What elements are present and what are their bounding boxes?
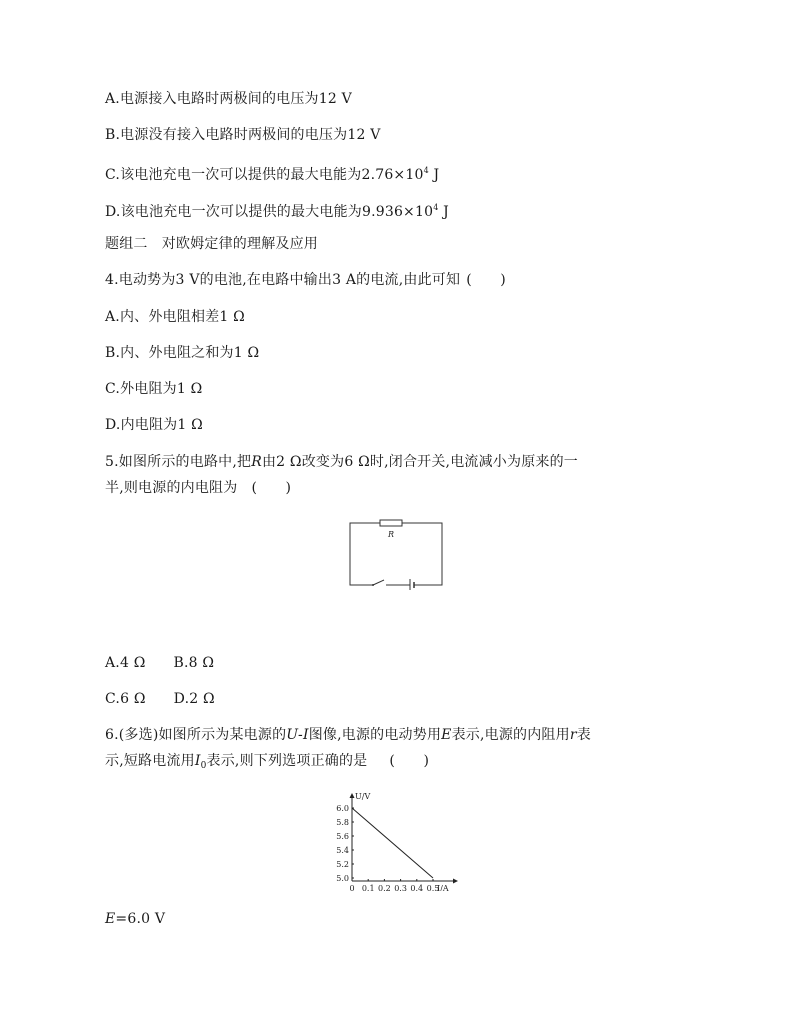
- q6-stem-text-1c: 表示,电源的内阻用: [451, 727, 570, 743]
- q5-option-d: D.2 Ω: [173, 691, 215, 707]
- q4-stem: [105, 271, 506, 289]
- q5-options-row1: [105, 654, 214, 672]
- x-tick-label: 0.3: [394, 884, 407, 891]
- x-tick-label: 0.1: [361, 884, 375, 891]
- q3-option-b: B.电源没有接入电路时两极间的电压为12 V: [105, 127, 381, 143]
- q5-answer-paren: ( ): [251, 480, 292, 496]
- q6-stem-text-1a: 6.(多选)如图所示为某电源的: [105, 727, 287, 743]
- q6-stem-var-ui: U-I: [286, 727, 309, 743]
- q5-options-row2: [105, 690, 215, 708]
- q6-stem-var-i-subscript: 0: [200, 761, 207, 771]
- q4-option-c: C.外电阻为1 Ω: [105, 381, 203, 397]
- q3-option-a: A.电源接入电路时两极间的电压为12 V: [105, 91, 352, 107]
- q6-stem-var-e: E: [441, 727, 452, 743]
- q6-stem-text-2b: 表示,则下列选项正确的是: [206, 753, 368, 769]
- x-tick-label: 0.5: [426, 884, 440, 891]
- q6-stem-text-2a: 示,短路电流用: [105, 753, 195, 769]
- resistor-r: [380, 520, 402, 526]
- q6-stem-text-1d: 表: [576, 727, 591, 743]
- q5-stem-line2: [105, 479, 291, 497]
- origin-tick-label: 0: [349, 884, 355, 891]
- q4-answer-paren: ( ): [466, 272, 506, 288]
- q4-stem-text: 4.电动势为3 V的电池,在电路中输出3 A的电流,由此可知: [105, 272, 461, 288]
- y-tick-group: [336, 804, 354, 883]
- q6-stem-text-1b: 图像,电源的电动势用: [308, 727, 442, 743]
- q6-answer-paren: ( ): [389, 753, 430, 769]
- q5-stem-text-1a: 5.如图所示的电路中,把: [105, 454, 252, 470]
- q5-option-b: B.8 Ω: [173, 655, 215, 671]
- y-axis-arrow: [350, 793, 355, 798]
- q3-option-d: [105, 199, 449, 221]
- q5-option-a: A.4 Ω: [105, 655, 146, 671]
- circuit-diagram: [346, 516, 446, 590]
- q3-option-d-text: D.该电池充电一次可以提供的最大电能为9.936×10: [105, 204, 434, 220]
- q3-option-c: [105, 162, 439, 184]
- x-tick-label: 0.2: [378, 884, 391, 891]
- q6-stem-line1: [105, 726, 591, 744]
- q3-option-c-text: C.该电池充电一次可以提供的最大电能为2.76×10: [105, 167, 424, 183]
- section-title: 题组二 对欧姆定律的理解及应用: [105, 236, 318, 252]
- circuit-wire-top: [350, 523, 380, 585]
- q5-stem-text-2: 半,则电源的内电阻为: [105, 480, 238, 496]
- q6-option-a-text: =6.0 V: [115, 911, 166, 927]
- q6-option-a-var: E: [105, 911, 116, 927]
- q6-stem-var-r: r: [569, 727, 577, 743]
- q5-stem-text-1b: 由2 Ω改变为6 Ω时,闭合开关,电流减小为原来的一: [261, 454, 578, 470]
- q4-option-a: A.内、外电阻相差1 Ω: [105, 309, 245, 325]
- x-axis-arrow: [453, 879, 458, 884]
- y-tick-label: 5.0: [336, 874, 349, 883]
- q3-option-d-exponent: 4: [433, 203, 439, 212]
- q3-option-c-exponent: 4: [423, 166, 429, 175]
- q5-option-c: C.6 Ω: [105, 691, 146, 707]
- resistor-label: R: [387, 530, 395, 539]
- switch-blade: [373, 580, 384, 585]
- y-tick-label: 5.4: [336, 846, 349, 855]
- q6-option-a: [105, 910, 165, 928]
- y-tick-label: 6.0: [336, 804, 349, 813]
- q5-stem-line1: [105, 453, 578, 471]
- q4-option-b: B.内、外电阻之和为1 Ω: [105, 345, 260, 361]
- q5-stem-var-r: R: [251, 454, 262, 470]
- y-tick-label: 5.2: [336, 860, 349, 869]
- circuit-wire-right: [402, 523, 442, 585]
- q3-option-d-unit: J: [438, 204, 449, 220]
- q3-option-c-unit: J: [428, 167, 440, 183]
- q4-option-d: D.内电阻为1 Ω: [105, 417, 203, 433]
- q6-stem-line2: [105, 752, 429, 775]
- series-line: [352, 808, 433, 878]
- y-axis-label: U/V: [355, 792, 371, 801]
- x-axis-label: I/A: [437, 884, 449, 891]
- ui-graph: [330, 787, 465, 891]
- x-tick-label: 0.4: [410, 884, 424, 891]
- q6-stem-var-i: I: [194, 753, 201, 769]
- y-tick-label: 5.6: [336, 832, 349, 841]
- y-tick-label: 5.8: [336, 818, 349, 827]
